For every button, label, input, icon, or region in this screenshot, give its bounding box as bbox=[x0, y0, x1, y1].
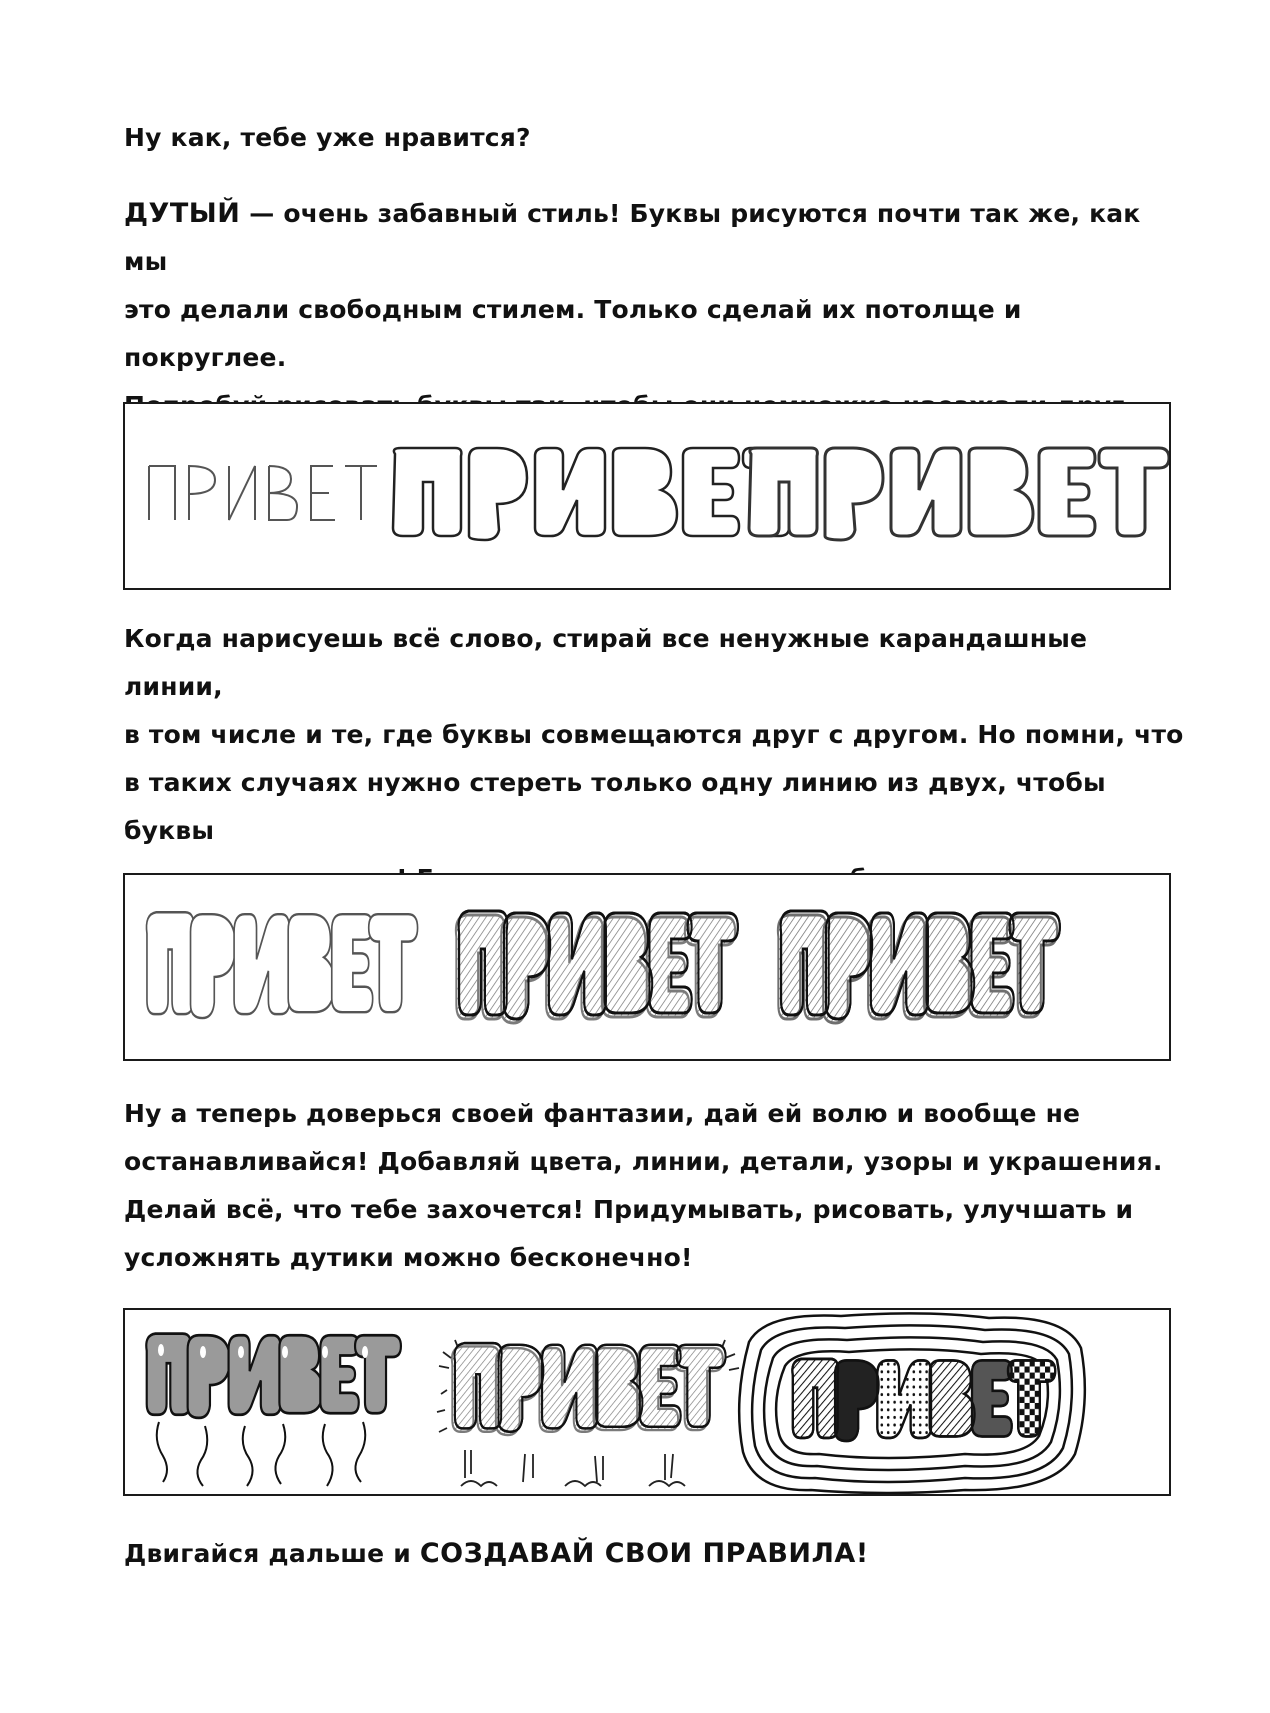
line: останавливайся! Добавляй цвета, линии, детали, узоры и украшения. bbox=[124, 1147, 1163, 1176]
illustration-box-sketch-steps bbox=[123, 402, 1171, 590]
privet-thin-sketch bbox=[149, 466, 377, 520]
style-name-emphasis: ДУТЫЙ bbox=[124, 198, 241, 229]
line: Когда нарисуешь всё слово, стирай все ненужные карандашные линии, bbox=[124, 624, 1088, 701]
letter-patterns bbox=[792, 1359, 1055, 1441]
privet-bubble-shaded-bold bbox=[778, 911, 1060, 1023]
illustration-box-decorated bbox=[123, 1308, 1171, 1496]
line: Ну как, тебе уже нравится? bbox=[124, 123, 531, 152]
line: — очень забавный стиль! Буквы рисуются почти так же, как мы bbox=[124, 199, 1141, 276]
imagination-encouragement bbox=[124, 1090, 1184, 1282]
closing-emphasis: СОЗДАВАЙ СВОИ ПРАВИЛА! bbox=[419, 1538, 869, 1569]
line: в том числе и те, где буквы совмещаются друг с другом. Но помни, что bbox=[124, 720, 1184, 749]
privet-patterned-contours bbox=[739, 1313, 1085, 1493]
line: в таких случаях нужно стереть только одну линию из двух, чтобы буквы bbox=[124, 768, 1106, 845]
privet-decorated-illustration bbox=[125, 1310, 1169, 1494]
line: это делали свободным стилем. Только сделай их потолще и покруглее. bbox=[124, 295, 1022, 372]
privet-bouncing bbox=[437, 1340, 739, 1486]
line: Ну а теперь доверься своей фантазии, дай ей волю и вообще не bbox=[124, 1099, 1081, 1128]
privet-bubble-merged bbox=[146, 912, 417, 1018]
privet-sketch-illustration bbox=[125, 404, 1169, 588]
privet-balloons bbox=[146, 1334, 401, 1486]
intro-question bbox=[124, 114, 1184, 162]
illustration-box-shading bbox=[123, 873, 1171, 1061]
closing-call-to-action bbox=[124, 1530, 1184, 1578]
privet-bubble-shaded bbox=[456, 911, 738, 1023]
privet-bubble-outline-bold bbox=[749, 448, 1169, 540]
line: усложнять дутики можно бесконечно! bbox=[124, 1243, 693, 1272]
line: Делай всё, что тебе захочется! Придумывать, рисовать, улучшать и bbox=[124, 1195, 1134, 1224]
balloon-strings bbox=[157, 1422, 366, 1486]
closing-prefix: Двигайся дальше и bbox=[124, 1539, 420, 1568]
privet-shading-illustration bbox=[125, 875, 1169, 1059]
